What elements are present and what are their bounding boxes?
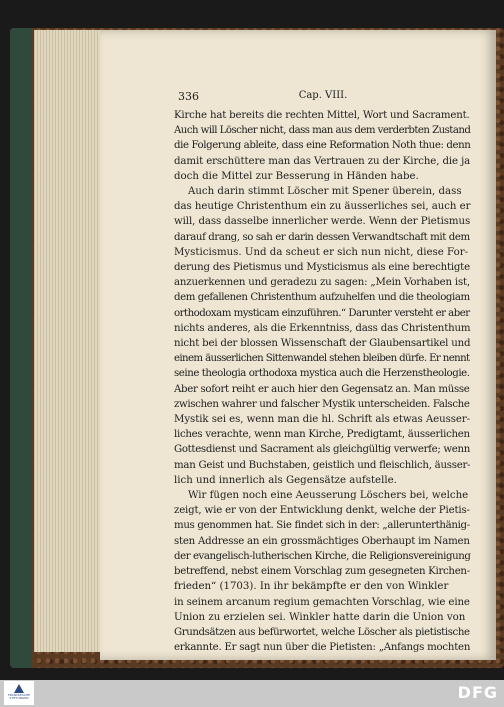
text-line: seine theologia orthodoxa mystica auch die Herzenstheologie. [174, 368, 470, 380]
text-line: nichts anderes, als die Erkenntniss, dass das Christenthum [174, 322, 471, 334]
text-line: damit erschüttere man das Vertrauen zu der Kirche, die ja [174, 155, 471, 167]
text-line: Mystik sei es, wenn man die hl. Schrift als etwas Aeusser- [174, 414, 471, 426]
text-line: erkannte. Er sagt nun über die Pietisten: „Anfangs mochten [174, 642, 471, 654]
text-line: doch die Mittel zur Besserung in Händen habe. [174, 170, 419, 182]
text-line: will, dass dasselbe innerlicher werde. Wenn der Pietismus [174, 216, 471, 228]
text-line: dem gefallenen Christenthum aufzuhelfen und die theologiam [174, 292, 470, 304]
pyramid-icon [14, 684, 24, 693]
body-text [174, 108, 470, 655]
text-line: Gottesdienst und Sacrament als gleichgültig verwerfe; wenn [174, 444, 471, 456]
text-line: Kirche hat bereits die rechten Mittel, Wort und Sacrament. [174, 110, 470, 121]
text-line: Mysticismus. Und da scheut er sich nun nicht, diese For- [174, 246, 469, 258]
library-logo [4, 681, 34, 705]
text-line: lich und innerlich als Gegensätze aufstelle. [174, 474, 397, 486]
book-spine-edge [10, 28, 32, 668]
text-line: Grundsätzen aus befürwortet, welche Löscher als pietistische [174, 626, 470, 638]
text-line: Union zu erzielen sei. Winkler hatte darin die Union von [174, 611, 466, 623]
text-line: zwischen wahrer und falscher Mystik unterscheiden. Falsche [174, 398, 470, 410]
text-line: derung des Pietismus und Mysticismus als eine berechtigte [174, 262, 470, 274]
text-line: Wir fügen noch eine Aeusserung Löschers bei, welche [188, 490, 469, 502]
page-header [178, 90, 468, 106]
text-line: Auch darin stimmt Löscher mit Spener überein, dass [188, 186, 462, 198]
text-line: die Folgerung ableite, dass eine Reformation Noth thue: denn [174, 140, 471, 152]
text-line: darauf drang, so sah er darin dessen Verwandtschaft mit dem [174, 231, 470, 243]
text-line: anzuerkennen und geradezu zu sagen: „Mein Vorhaben ist, [174, 277, 470, 289]
library-logo-text: FRANCKESCHE STIFTUNGEN [7, 693, 31, 701]
text-line: Aber sofort reiht er auch hier den Gegensatz an. Man müsse [174, 383, 470, 395]
text-line: liches verachte, wenn man Kirche, Predigtamt, äusserlichen [174, 429, 470, 441]
chapter-heading: Cap. VIII. [298, 90, 348, 101]
text-line: frieden“ (1703). In ihr bekämpfte er den von Winkler [174, 581, 449, 593]
text-line: nicht bei der blossen Wissenschaft der Glaubensartikel und [174, 338, 471, 350]
text-line: orthodoxam mysticam einzuführen.“ Darunter versteht er aber [174, 307, 470, 319]
text-line: mus genommen hat. Sie findet sich in der: „allerunterthänig- [174, 520, 470, 532]
text-line: Auch will Löscher nicht, dass man aus dem verderbten Zustand [174, 125, 471, 137]
text-line: betreffend, nebst einem Vorschlag zum gesegneten Kirchen- [174, 566, 470, 578]
text-line: man Geist und Buchstaben, geistlich und fleischlich, äusser- [174, 459, 471, 471]
dfg-logo: DFG [457, 683, 498, 702]
text-line: der evangelisch-lutherischen Kirche, die Religionsvereinigung [174, 550, 471, 562]
text-line: einem äusserlichen Sittenwandel stehen bleiben dürfe. Er nennt [174, 353, 470, 365]
text-line: sten Addresse an ein grossmächtiges Oberhaupt im Namen [174, 535, 470, 547]
text-line: in seinem arcanum regium gemachten Vorschlag, wie eine [174, 596, 470, 608]
page-number: 336 [178, 90, 199, 103]
viewer-footer-bar [0, 680, 504, 707]
text-line: zeigt, wie er von der Entwicklung denkt, welche der Pietis- [174, 505, 470, 517]
text-line: das heutige Christenthum ein zu äusserliches sei, auch er [174, 201, 471, 213]
